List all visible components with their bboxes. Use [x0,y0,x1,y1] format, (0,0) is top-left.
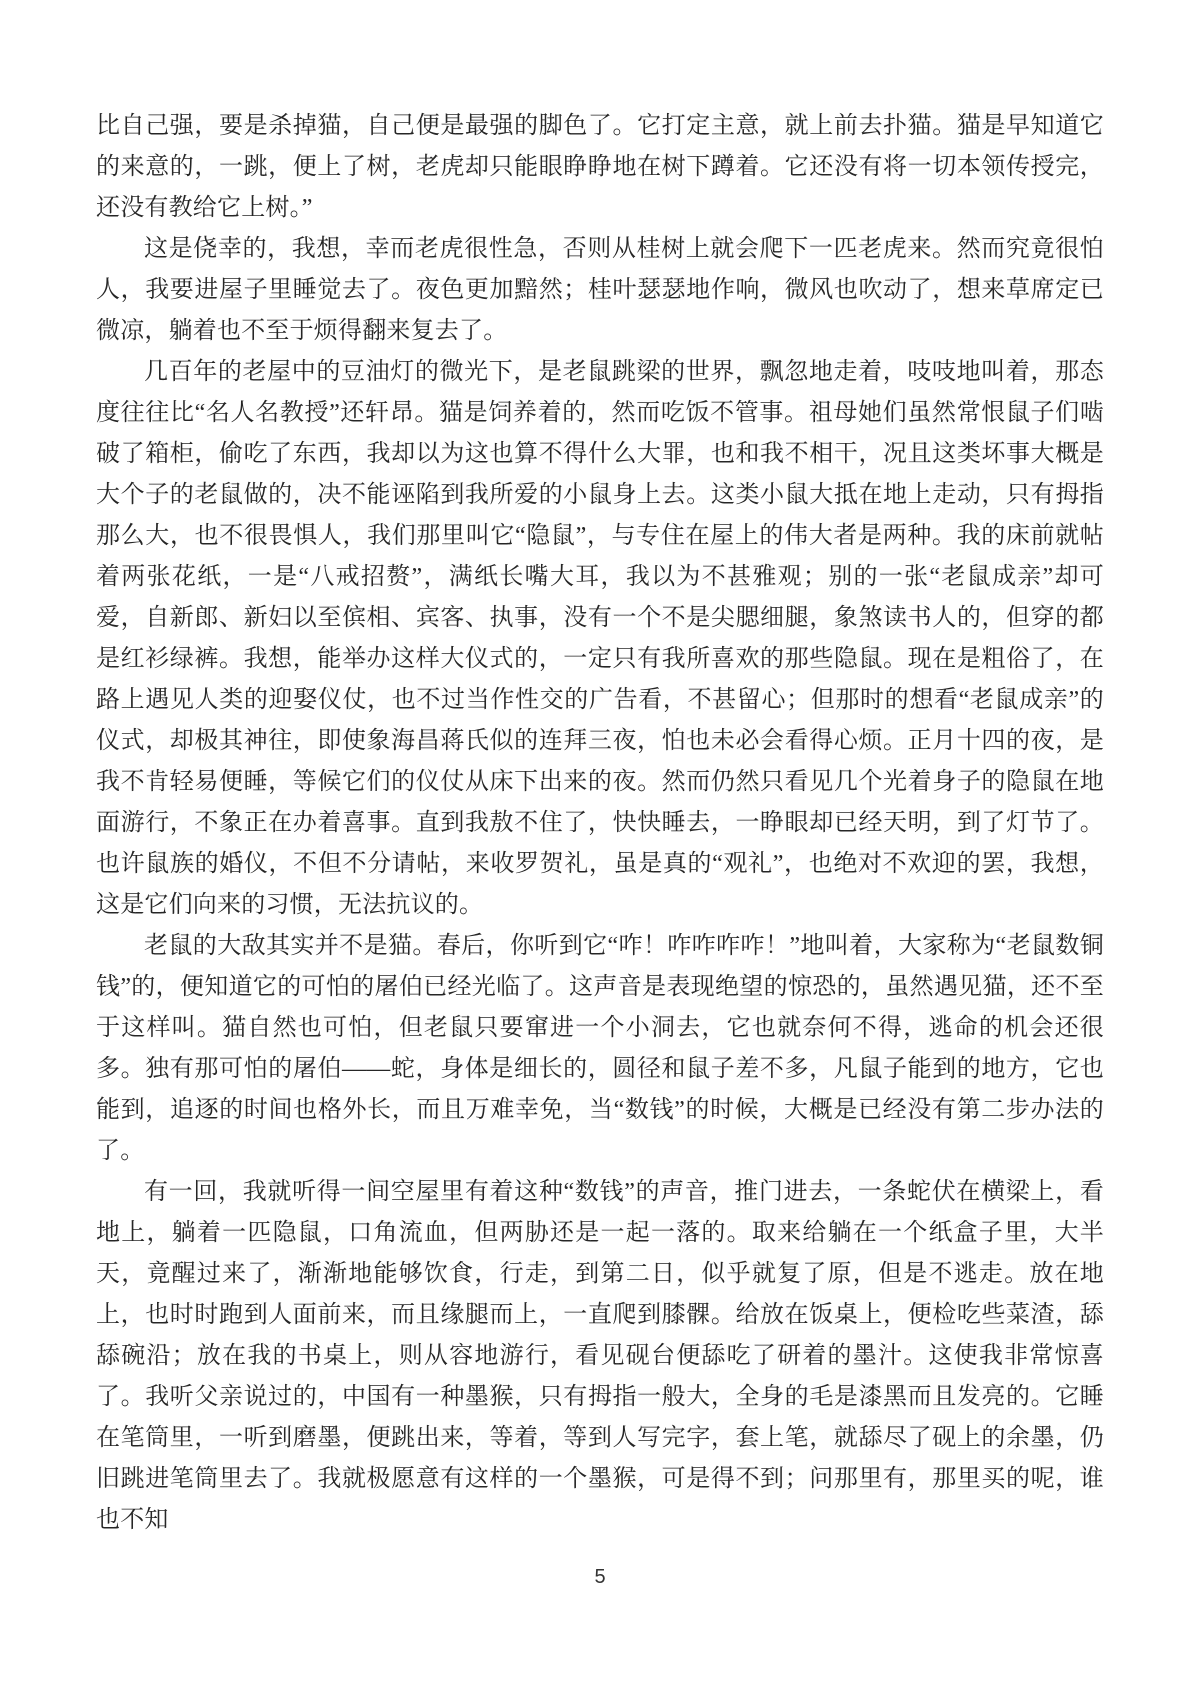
paragraph: 老鼠的大敌其实并不是猫。春后，你听到它“咋！咋咋咋咋！”地叫着，大家称为“老鼠数铜钱”的，便知道它的可怕的屠伯已经光临了。这声音是表现绝望的惊恐的，虽然遇见猫，还不至于这样叫。猫自然也可怕，但老鼠只要窜进一个小洞去，它也就奈何不得，逃命的机会还很多。独有那可怕的屠伯——蛇，身体是细长的，圆径和鼠子差不多，凡鼠子能到的地方，它也能到，追逐的时间也格外长，而且万难幸免，当“数钱”的时候，大概是已经没有第二步办法的了。 [96,933,1104,1164]
page-footer [0,1566,1200,1589]
paragraph: 比自己强，要是杀掉猫，自己便是最强的脚色了。它打定主意，就上前去扑猫。猫是早知道它的来意的，一跳，便上了树，老虎却只能眼睁睁地在树下蹲着。它还没有将一切本领传授完，还没有教给它上树。” [96,113,1104,221]
page-number: 5 [594,1566,606,1588]
paragraph: 有一回，我就听得一间空屋里有着这种“数钱”的声音，推门进去，一条蛇伏在横梁上，看地上，躺着一匹隐鼠，口角流血，但两胁还是一起一落的。取来给躺在一个纸盒子里，大半天，竟醒过来了，渐渐地能够饮食，行走，到第二日，似乎就复了原，但是不逃走。放在地上，也时时跑到人面前来，而且缘腿而上，一直爬到膝髁。给放在饭桌上，便检吃些菜渣，舔舔碗沿；放在我的书桌上，则从容地游行，看见砚台便舔吃了研着的墨汁。这使我非常惊喜了。我听父亲说过的，中国有一种墨猴，只有拇指一般大，全身的毛是漆黑而且发亮的。它睡在笔筒里，一听到磨墨，便跳出来，等着，等到人写完字，套上笔，就舔尽了砚上的余墨，仍旧跳进笔筒里去了。我就极愿意有这样的一个墨猴，可是得不到；问那里有，那里买的呢，谁也不知 [96,1179,1104,1533]
paragraph: 这是侥幸的，我想，幸而老虎很性急，否则从桂树上就会爬下一匹老虎来。然而究竟很怕人，我要进屋子里睡觉去了。夜色更加黯然；桂叶瑟瑟地作响，微风也吹动了，想来草席定已微凉，躺着也不至于烦得翻来复去了。 [96,236,1104,344]
page-body-text [96,106,1104,1541]
paragraph: 几百年的老屋中的豆油灯的微光下，是老鼠跳梁的世界，飘忽地走着，吱吱地叫着，那态度往往比“名人名教授”还轩昂。猫是饲养着的，然而吃饭不管事。祖母她们虽然常恨鼠子们啮破了箱柜，偷吃了东西，我却以为这也算不得什么大罪，也和我不相干，况且这类坏事大概是大个子的老鼠做的，决不能诬陷到我所爱的小鼠身上去。这类小鼠大抵在地上走动，只有拇指那么大，也不很畏惧人，我们那里叫它“隐鼠”，与专住在屋上的伟大者是两种。我的床前就帖着两张花纸，一是“八戒招赘”，满纸长嘴大耳，我以为不甚雅观；别的一张“老鼠成亲”却可爱，自新郎、新妇以至傧相、宾客、执事，没有一个不是尖腮细腿，象煞读书人的，但穿的都是红衫绿裤。我想，能举办这样大仪式的，一定只有我所喜欢的那些隐鼠。现在是粗俗了，在路上遇见人类的迎娶仪仗，也不过当作性交的广告看，不甚留心；但那时的想看“老鼠成亲”的仪式，却极其神往，即使象海昌蒋氏似的连拜三夜，怕也未必会看得心烦。正月十四的夜，是我不肯轻易便睡，等候它们的仪仗从床下出来的夜。然而仍然只看见几个光着身子的隐鼠在地面游行，不象正在办着喜事。直到我敖不住了，快快睡去，一睁眼却已经天明，到了灯节了。也许鼠族的婚仪，不但不分请帖，来收罗贺礼，虽是真的“观礼”，也绝对不欢迎的罢，我想，这是它们向来的习惯，无法抗议的。 [96,359,1104,918]
